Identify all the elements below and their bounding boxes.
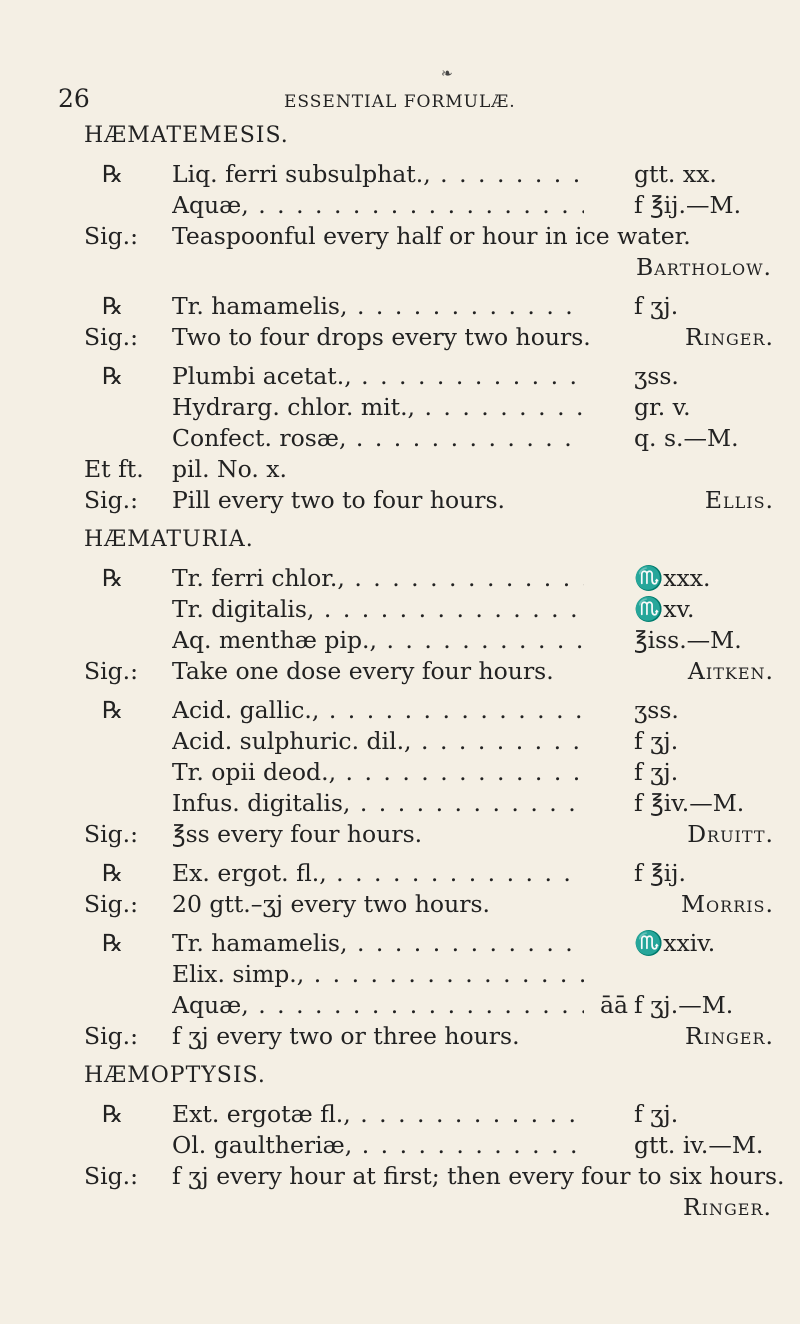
author-attribution: Ringer. — [683, 1193, 772, 1221]
signa-label: Sig.: — [84, 820, 139, 848]
ingredient-amount: q. s.—M. — [634, 424, 739, 452]
ingredient-amount: f ʒj. — [634, 1100, 679, 1128]
ingredient-row — [84, 1130, 774, 1161]
recipe-symbol: ℞ — [102, 292, 124, 320]
author-attribution: Ellis. — [704, 486, 774, 514]
recipe-symbol: ℞ — [102, 1100, 124, 1128]
ingredient-row — [84, 361, 774, 392]
ingredient-amount: ʒss. — [634, 362, 679, 390]
ingredient-name: Liq. ferri subsulphat., . . . — [172, 159, 584, 190]
signa-row — [84, 485, 774, 516]
ingredient-name: Tr. hamamelis, . . . — [172, 291, 584, 322]
formulae-content — [84, 112, 785, 1223]
ingredient-row — [84, 788, 774, 819]
ingredient-row — [84, 757, 774, 788]
instruction-label: Et ft. — [84, 455, 144, 483]
ingredient-row — [84, 726, 774, 757]
ingredient-name: Infus. digitalis, . . . — [172, 788, 584, 819]
signa-row — [84, 221, 774, 252]
ingredient-amount: f ℥ij. — [634, 859, 687, 887]
recipe-symbol: ℞ — [102, 929, 124, 957]
signa-text: Teaspoonful every half or hour in ice water. — [172, 222, 691, 250]
signa-text: Pill every two to four hours. — [172, 486, 506, 514]
ingredient-name: Tr. opii deod., . . . — [172, 757, 584, 788]
ingredient-amount: f ʒj. — [634, 758, 679, 786]
ingredient-row — [84, 392, 774, 423]
ingredient-name: Plumbi acetat., . . . — [172, 361, 584, 392]
ingredient-row — [84, 159, 774, 190]
ingredient-amount: f ʒj. — [634, 727, 679, 755]
running-title: ESSENTIAL FORMULÆ. — [284, 92, 516, 112]
signa-text: f ʒj every two or three hours. — [172, 1022, 520, 1050]
section — [84, 120, 774, 516]
signa-row — [84, 656, 774, 687]
ingredient-row — [84, 423, 774, 454]
ingredient-name: Confect. rosæ, . . . — [172, 423, 584, 454]
signa-text: Take one dose every four hours. — [172, 657, 554, 685]
ingredient-row — [84, 959, 774, 990]
signa-text: ℥ss every four hours. — [172, 820, 423, 848]
ingredient-row — [84, 291, 774, 322]
instruction-row — [84, 454, 774, 485]
prescription — [84, 1099, 785, 1223]
ingredient-amount: ʒss. — [634, 696, 679, 724]
ingredient-name: Elix. simp., . . . — [172, 959, 584, 990]
ingredient-name: Aquæ, . . . — [172, 190, 584, 221]
ingredient-name: Tr. hamamelis, . . . — [172, 928, 584, 959]
author-attribution: Druitt. — [687, 820, 774, 848]
signa-label: Sig.: — [84, 890, 139, 918]
section-title: HÆMATEMESIS. — [84, 123, 289, 148]
ana-mark: āā — [599, 991, 628, 1019]
ingredient-amount: ♏xxx. — [634, 564, 711, 592]
ingredient-amount: f ℥iv.—M. — [634, 789, 745, 817]
recipe-symbol: ℞ — [102, 564, 124, 592]
signa-row — [84, 1021, 774, 1052]
signa-label: Sig.: — [84, 486, 139, 514]
signa-row — [84, 1161, 785, 1192]
ingredient-row — [84, 990, 774, 1021]
ingredient-name: Ex. ergot. fl., . . . — [172, 858, 584, 889]
ingredient-row — [84, 594, 774, 625]
page-number: 26 — [58, 84, 90, 113]
ingredient-amount: f ʒj. — [634, 292, 679, 320]
recipe-symbol: ℞ — [102, 362, 124, 390]
prescription — [84, 928, 774, 1052]
recipe-symbol: ℞ — [102, 859, 124, 887]
instruction-text: pil. No. x. — [172, 455, 287, 483]
prescription — [84, 159, 774, 283]
signa-row — [84, 322, 774, 353]
signa-label: Sig.: — [84, 1162, 139, 1190]
ingredient-amount: gtt. xx. — [634, 160, 717, 188]
ingredient-name: Ext. ergotæ fl., . . . — [172, 1099, 584, 1130]
signa-label: Sig.: — [84, 657, 139, 685]
ingredient-name: Acid. gallic., . . . — [172, 695, 584, 726]
recipe-symbol: ℞ — [102, 160, 124, 188]
ingredient-name: Ol. gaultheriæ, . . . — [172, 1130, 584, 1161]
signa-text: f ʒj every hour at first; then every four to six hours. — [172, 1162, 785, 1190]
signa-row — [84, 889, 774, 920]
ingredient-row — [84, 858, 774, 889]
ingredient-amount: ♏xxiv. — [634, 929, 716, 957]
section-title: HÆMATURIA. — [84, 527, 254, 552]
author-attribution: Ringer. — [685, 323, 774, 351]
ingredient-name: Hydrarg. chlor. mit., . . . — [172, 392, 584, 423]
signa-label: Sig.: — [84, 1022, 139, 1050]
ingredient-amount: ♏xv. — [634, 595, 695, 623]
prescription — [84, 563, 774, 687]
ingredient-row — [84, 563, 774, 594]
prescription — [84, 291, 774, 353]
ingredient-row — [84, 625, 774, 656]
signa-text: Two to four drops every two hours. — [172, 323, 591, 351]
author-attribution: Morris. — [680, 890, 774, 918]
printer-mark: ❧ — [441, 66, 453, 82]
ingredient-amount: gr. v. — [634, 393, 691, 421]
ingredient-name: Aquæ, . . . — [172, 990, 584, 1021]
ingredient-row — [84, 928, 774, 959]
prescription — [84, 361, 774, 516]
ingredient-name: Tr. ferri chlor., . . . — [172, 563, 584, 594]
section — [84, 524, 774, 1052]
signa-label: Sig.: — [84, 323, 139, 351]
ingredient-name: Acid. sulphuric. dil., . . . — [172, 726, 584, 757]
section-title: HÆMOPTYSIS. — [84, 1063, 266, 1088]
ingredient-amount: f ℥ij.—M. — [634, 191, 742, 219]
signa-label: Sig.: — [84, 222, 139, 250]
signa-row — [84, 819, 774, 850]
author-attribution: Ringer. — [685, 1022, 774, 1050]
ingredient-name: Aq. menthæ pip., . . . — [172, 625, 584, 656]
ingredient-row — [84, 190, 774, 221]
ingredient-amount: f ʒj.—M. — [634, 991, 734, 1019]
author-attribution: Aitken. — [687, 657, 774, 685]
ingredient-amount: ℥iss.—M. — [634, 626, 742, 654]
signa-text: 20 gtt.–ʒj every two hours. — [172, 890, 490, 918]
ingredient-row — [84, 1099, 774, 1130]
author-attribution: Bartholow. — [636, 253, 772, 281]
prescription — [84, 858, 774, 920]
recipe-symbol: ℞ — [102, 696, 124, 724]
section — [84, 1060, 785, 1223]
ingredient-amount: gtt. iv.—M. — [634, 1131, 764, 1159]
ingredient-row — [84, 695, 774, 726]
prescription — [84, 695, 774, 850]
ingredient-name: Tr. digitalis, . . . — [172, 594, 584, 625]
